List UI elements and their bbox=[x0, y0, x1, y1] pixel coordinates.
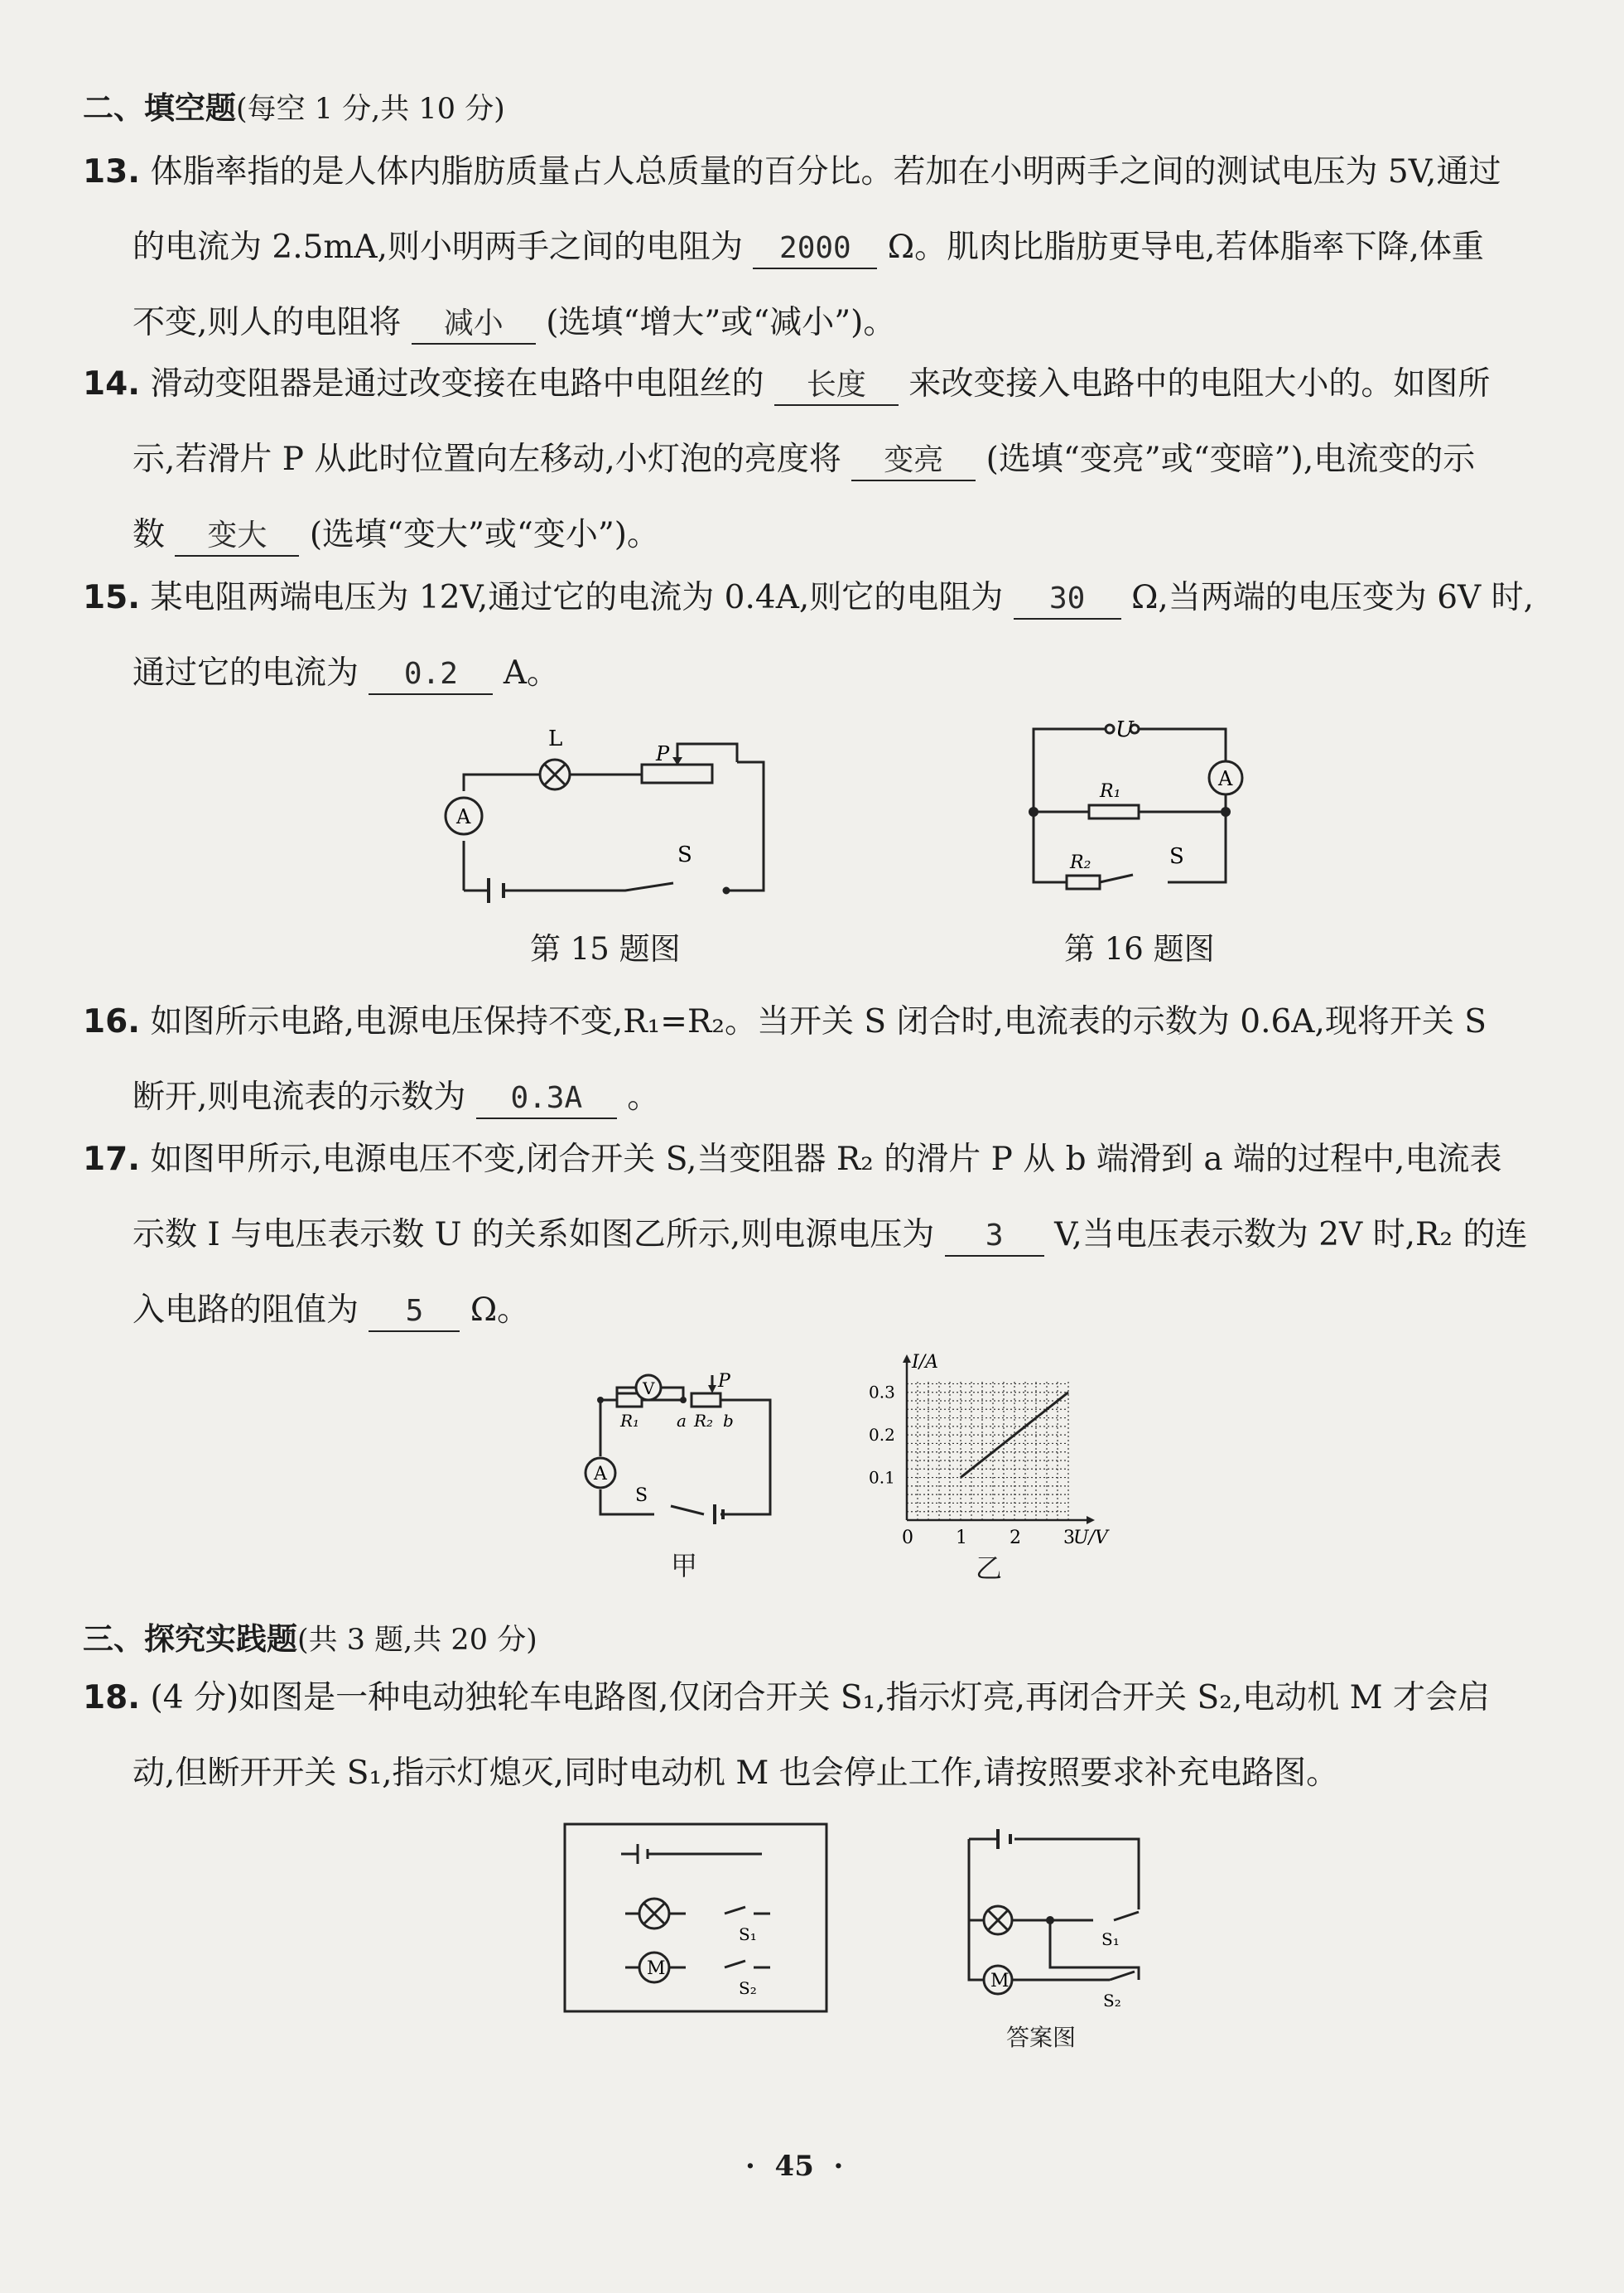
ammeter-label: A bbox=[1218, 767, 1233, 790]
section-2-title bbox=[83, 83, 505, 128]
question-text: 如图甲所示,电源电压不变,闭合开关 S,当变阻器 R₂ 的滑片 P 从 b 端滑到 a 端的过程中,电流表 bbox=[150, 1141, 1502, 1178]
x-tick-label: 3 bbox=[1063, 1528, 1075, 1548]
question-text: 通过它的电流为 bbox=[133, 654, 359, 692]
s1-label: S₁ bbox=[1101, 1929, 1120, 1949]
page-number-text: 45 bbox=[774, 2150, 814, 2183]
answer-blank[interactable]: 0.2 bbox=[369, 655, 493, 695]
question-text: 体脂率指的是人体内脂肪质量占人总质量的百分比。若加在小明两手之间的测试电压为 5V,通过 bbox=[150, 153, 1501, 191]
figure-15-circuit bbox=[439, 729, 787, 911]
question-number: 15. bbox=[83, 579, 141, 616]
answer-blank[interactable]: 2000 bbox=[753, 229, 877, 269]
junction-dot bbox=[1029, 807, 1038, 817]
question-text: 滑动变阻器是通过改变接在电路中电阻丝的 bbox=[150, 365, 764, 403]
motor-label: M bbox=[990, 1971, 1010, 1991]
answer-blank[interactable]: 变大 bbox=[175, 517, 299, 557]
question-text: Ω,当两端的电压变为 6V 时, bbox=[1131, 579, 1534, 616]
switch-s2 bbox=[725, 1961, 770, 1967]
p-label: P bbox=[718, 1371, 730, 1392]
resistor-r1 bbox=[1089, 805, 1139, 818]
junction-dot bbox=[1046, 1916, 1054, 1924]
figure-16-circuit bbox=[1019, 712, 1259, 895]
resistor-r2 bbox=[692, 1393, 720, 1407]
motor-label: M bbox=[647, 1958, 666, 1979]
section-note: (每空 1 分,共 10 分) bbox=[236, 93, 505, 126]
battery-symbol bbox=[998, 1829, 1010, 1849]
y-axis-arrow bbox=[903, 1354, 911, 1363]
question-text: 。 bbox=[627, 1079, 660, 1116]
answer-blank[interactable]: 5 bbox=[369, 1292, 460, 1332]
figure-16-caption: 第 16 题图 bbox=[1064, 931, 1215, 967]
answer-blank[interactable]: 变亮 bbox=[851, 442, 976, 481]
x-tick-label: 1 bbox=[956, 1528, 967, 1548]
r1-label: R₁ bbox=[1100, 781, 1121, 802]
switch-label: S bbox=[635, 1485, 648, 1506]
figure-17a-circuit bbox=[576, 1359, 783, 1524]
question-14 bbox=[83, 346, 1565, 572]
slider-arrow bbox=[677, 744, 737, 762]
junction-dot bbox=[1221, 807, 1231, 817]
question-number: 16. bbox=[83, 1003, 141, 1040]
figure-18-question bbox=[563, 1822, 828, 2013]
switch-s1 bbox=[725, 1907, 770, 1914]
y-tick-label: 0.3 bbox=[869, 1382, 895, 1402]
switch-label: S bbox=[677, 842, 692, 867]
b-label: b bbox=[723, 1411, 734, 1431]
r2-label: R₂ bbox=[694, 1411, 714, 1431]
question-number: 17. bbox=[83, 1141, 141, 1178]
question-text: A。 bbox=[503, 654, 559, 692]
figure-18-caption: 答案图 bbox=[1006, 2024, 1077, 2051]
answer-blank[interactable]: 长度 bbox=[774, 366, 899, 406]
drawing-box bbox=[565, 1824, 826, 2011]
ammeter-label: A bbox=[456, 805, 471, 828]
y-tick-label: 0.2 bbox=[869, 1425, 895, 1446]
x-tick-label: 0 bbox=[902, 1528, 913, 1548]
question-18 bbox=[83, 1660, 1565, 1811]
answer-blank[interactable]: 3 bbox=[945, 1217, 1044, 1257]
s1-label: S₁ bbox=[739, 1924, 757, 1944]
answer-blank[interactable]: 减小 bbox=[412, 305, 536, 345]
question-text: (选填“变亮”或“变暗”),电流变的示 bbox=[985, 441, 1476, 478]
source-label: U bbox=[1116, 717, 1134, 742]
section-note: (共 3 题,共 20 分) bbox=[297, 1624, 537, 1657]
x-axis-label: U/V bbox=[1073, 1528, 1108, 1548]
question-text: Ω。肌肉比脂肪更导电,若体脂率下降,体重 bbox=[887, 229, 1484, 266]
question-text: Ω。 bbox=[470, 1291, 530, 1329]
page-number bbox=[745, 2150, 843, 2183]
question-16 bbox=[83, 984, 1565, 1135]
chart-grid bbox=[907, 1379, 1068, 1520]
resistor-r2 bbox=[1067, 876, 1100, 889]
question-text: 不变,则人的电阻将 bbox=[133, 304, 402, 341]
x-tick-label: 2 bbox=[1010, 1528, 1021, 1548]
figure-15-caption: 第 15 题图 bbox=[530, 931, 681, 967]
battery-symbol bbox=[715, 1504, 723, 1524]
question-text: (4 分)如图是一种电动独轮车电路图,仅闭合开关 S₁,指示灯亮,再闭合开关 S₂,电动机 M 才会启 bbox=[150, 1679, 1490, 1716]
chart-labels bbox=[869, 1352, 1110, 1548]
question-text: 示数 I 与电压表示数 U 的关系如图乙所示,则电源电压为 bbox=[133, 1216, 935, 1253]
r1-label: R₁ bbox=[620, 1411, 640, 1431]
lamp-label: L bbox=[548, 729, 563, 751]
x-axis-arrow bbox=[1087, 1516, 1095, 1524]
question-text: (选填“增大”或“减小”)。 bbox=[546, 304, 896, 341]
r2-label: R₂ bbox=[1070, 852, 1092, 873]
question-text: 断开,则电流表的示数为 bbox=[133, 1079, 466, 1116]
figure-17a-caption: 甲 bbox=[671, 1550, 698, 1581]
ammeter-label: A bbox=[594, 1464, 607, 1484]
question-text: 来改变接入电路中的电阻大小的。如图所 bbox=[908, 365, 1491, 403]
question-text: 的电流为 2.5mA,则小明两手之间的电阻为 bbox=[133, 229, 743, 266]
page-dot: · bbox=[833, 2150, 844, 2183]
figure-17b-chart bbox=[861, 1346, 1126, 1553]
s2-label: S₂ bbox=[739, 1978, 757, 1998]
question-13 bbox=[83, 134, 1565, 360]
question-17 bbox=[83, 1122, 1565, 1348]
variable-resistor bbox=[642, 765, 712, 783]
page-dot: · bbox=[745, 2150, 755, 2183]
question-text: (选填“变大”或“变小”)。 bbox=[309, 516, 660, 553]
a-label: a bbox=[677, 1411, 687, 1431]
section-title-text: 三、探究实践题 bbox=[83, 1621, 297, 1657]
s2-label: S₂ bbox=[1103, 1991, 1121, 2011]
figure-18-answer bbox=[952, 1822, 1159, 2013]
question-number: 13. bbox=[83, 153, 141, 191]
wire bbox=[464, 762, 764, 891]
voltmeter-label: V bbox=[643, 1378, 655, 1398]
lamp-cross bbox=[625, 1903, 686, 1924]
question-text: 如图所示电路,电源电压保持不变,R₁=R₂。当开关 S 闭合时,电流表的示数为 0.6A,现将开关 S bbox=[150, 1003, 1487, 1040]
junction-dot bbox=[597, 1397, 604, 1403]
question-text: 数 bbox=[133, 516, 166, 553]
question-text: 示,若滑片 P 从此时位置向左移动,小灯泡的亮度将 bbox=[133, 441, 841, 478]
question-text: 入电路的阻值为 bbox=[133, 1291, 359, 1329]
answer-blank[interactable]: 0.3A bbox=[476, 1079, 617, 1119]
answer-blank[interactable]: 30 bbox=[1014, 580, 1121, 620]
question-text: V,当电压表示数为 2V 时,R₂ 的连 bbox=[1054, 1216, 1528, 1253]
question-text: 动,但断开开关 S₁,指示灯熄灭,同时电动机 M 也会停止工作,请按照要求补充电路图。 bbox=[133, 1755, 1339, 1792]
question-text: 某电阻两端电压为 12V,通过它的电流为 0.4A,则它的电阻为 bbox=[150, 579, 1004, 616]
figure-17b-caption: 乙 bbox=[976, 1552, 1003, 1584]
slider-label: P bbox=[656, 742, 670, 765]
y-axis-label: I/A bbox=[912, 1352, 938, 1373]
section-title-text: 二、填空题 bbox=[83, 90, 236, 126]
question-number: 18. bbox=[83, 1679, 141, 1716]
chart-axes bbox=[903, 1354, 1095, 1524]
junction-dot bbox=[680, 1397, 687, 1403]
switch-pivot bbox=[724, 888, 729, 893]
battery-symbol bbox=[621, 1844, 762, 1864]
question-15 bbox=[83, 560, 1565, 711]
question-number: 14. bbox=[83, 365, 141, 403]
switch-label: S bbox=[1169, 844, 1184, 869]
section-3-title bbox=[83, 1614, 537, 1658]
source-terminal bbox=[1106, 725, 1114, 733]
y-tick-label: 0.1 bbox=[869, 1467, 895, 1488]
battery-symbol bbox=[489, 878, 504, 903]
